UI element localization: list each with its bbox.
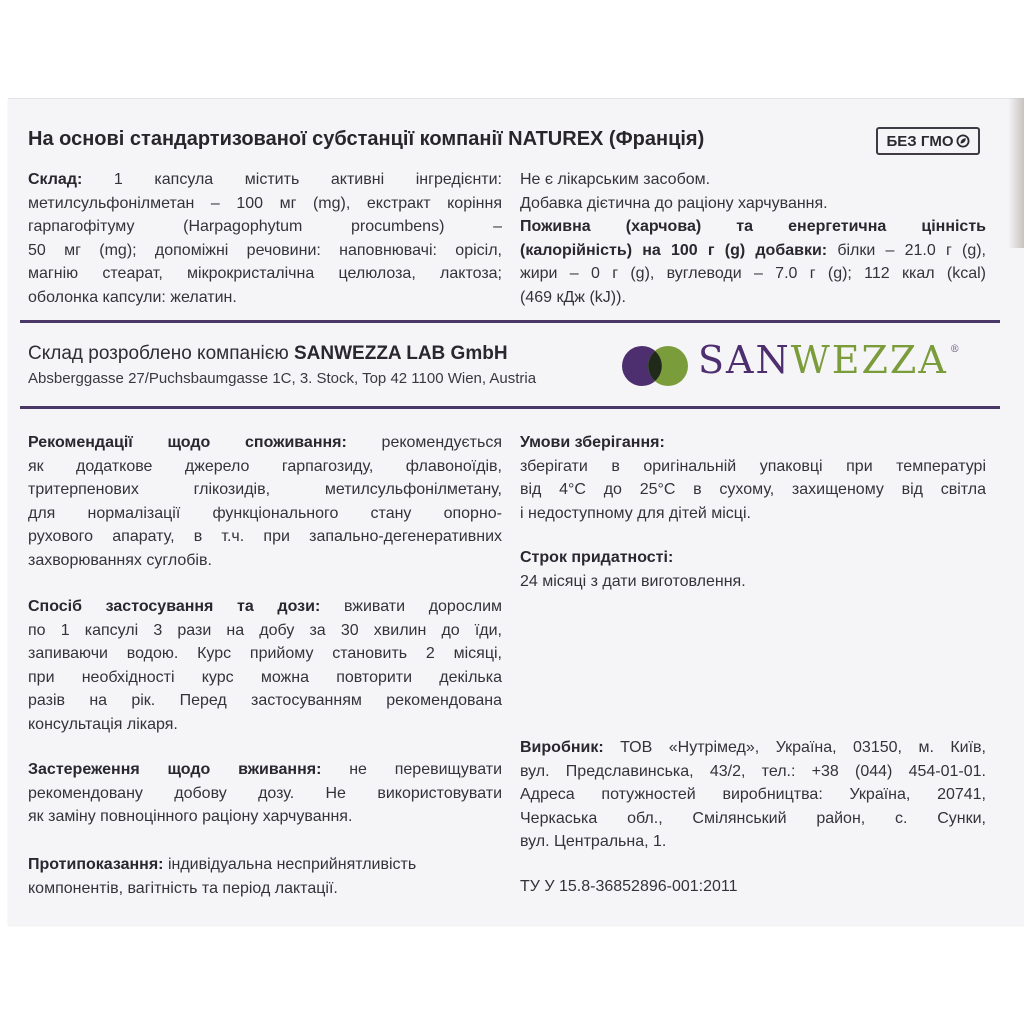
- spec-code: ТУ У 15.8-36852896-001:2011: [520, 878, 738, 895]
- manufacturer-line: Черкаська обл., Смілянський район, с. Сунки,: [520, 809, 986, 827]
- composition-line: метилсульфонілметан – 100 мг (mg), екстракт коріння: [28, 194, 502, 212]
- manufacturer-line: вул. Предславинська, 43/2, тел.: +38 (044) 454-01-01.: [520, 762, 986, 780]
- recommendations-line: Рекомендації щодо споживання: рекомендується: [28, 434, 502, 451]
- nutrition-label: Поживна (харчова) та енергетична цінність: [520, 218, 986, 235]
- developer-address: Absberggasse 27/Puchsbaumgasse 1C, 3. Stock, Top 42 1100 Wien, Austria: [28, 370, 537, 387]
- composition-line: Склад: 1 капсула містить активні інгредієнти:: [28, 171, 502, 188]
- gmo-free-badge: [876, 127, 980, 155]
- storage-block: [520, 431, 986, 525]
- divider-top: [20, 320, 1000, 323]
- shelf-life-block: [520, 546, 986, 593]
- warning-block: [28, 758, 502, 829]
- not-a-drug-note: Не є лікарським засобом.: [520, 171, 711, 188]
- sanwezza-logo-icon: [620, 344, 698, 388]
- usage-line: консультація лікаря.: [28, 715, 178, 733]
- manufacturer-line: вул. Центральна, 1.: [520, 833, 667, 850]
- shelf-life-text: 24 місяці з дати виготовлення.: [520, 572, 746, 590]
- composition-line: гарпагофітуму (Harpagophytum procumbens) –: [28, 218, 502, 235]
- box-edge-shadow: [1008, 98, 1024, 248]
- contraindications-line: Протипоказання: індивідуальна несприйнятливість: [28, 856, 417, 873]
- supplement-note: Добавка дієтична до раціону харчування.: [520, 194, 828, 212]
- sanwezza-logo: SANWEZZA ®: [698, 338, 962, 382]
- usage-block: [28, 595, 502, 736]
- storage-line: від 4°С до 25°С в сухому, захищеному від світла: [520, 481, 986, 498]
- manufacturer-block: [520, 736, 986, 854]
- composition-line: магнію стеарат, мікрокристалічна целюлоза, лактоза;: [28, 265, 502, 282]
- nutrition-block: [520, 168, 986, 309]
- nutrition-line: жири – 0 г (g), вуглеводи – 7.0 г (g); 112 ккал (kcal): [520, 265, 986, 282]
- usage-line: запиваючи водою. Курс прийому становить 2 місяці,: [28, 645, 502, 662]
- recommendations-line: захворюваннях суглобів.: [28, 551, 212, 569]
- storage-line: і недоступному для дітей місці.: [520, 504, 751, 522]
- recommendations-line: тритерпенових глікозидів, метилсульфонілметану,: [28, 481, 502, 498]
- composition-line: 50 мг (mg); допоміжні речовини: наповнювачі: орісіл,: [28, 241, 502, 259]
- shelf-life-label: Строк придатності:: [520, 549, 674, 566]
- recommendations-line: як додаткове джерело гарпагозиду, флавоноїдів,: [28, 457, 502, 475]
- warning-line: Застереження щодо вживання: не перевищувати: [28, 761, 502, 778]
- gmo-free-badge-label: БЕЗ ГМО: [886, 132, 954, 150]
- manufacturer-label: Виробник:: [520, 739, 604, 756]
- composition-line: оболонка капсули: желатин.: [28, 288, 237, 306]
- contraindications-label: Протипоказання:: [28, 856, 164, 873]
- usage-label: Спосіб застосування та дози:: [28, 598, 321, 615]
- leaf-icon: [956, 134, 970, 148]
- nutrition-line: (469 кДж (kJ)).: [520, 288, 626, 306]
- manufacturer-line: Виробник: ТОВ «Нутрімед», Україна, 03150, м. Київ,: [520, 739, 986, 756]
- composition-label: Склад:: [28, 171, 83, 188]
- nutrition-line: (калорійність) на 100 г (g) добавки: білки – 21.0 г (g),: [520, 241, 986, 259]
- storage-line: зберігати в оригінальній упаковці при температурі: [520, 457, 986, 475]
- recommendations-line: для нормалізації функціонального стану опорно-: [28, 504, 502, 522]
- developer-line: Склад розроблено компанією SANWEZZA LAB GmbH: [28, 343, 508, 364]
- usage-line: Спосіб застосування та дози: вживати дорослим: [28, 598, 503, 615]
- recommendations-label: Рекомендації щодо споживання:: [28, 434, 347, 451]
- warning-label: Застереження щодо вживання:: [28, 761, 322, 778]
- warning-line: як заміну повноцінного раціону харчування.: [28, 808, 353, 825]
- manufacturer-line: Адреса потужностей виробництва: Україна, 20741,: [520, 786, 986, 803]
- divider-bottom: [20, 406, 1000, 409]
- composition-block: [28, 168, 502, 309]
- developer-company: SANWEZZA LAB GmbH: [294, 343, 508, 364]
- usage-line: по 1 капсулі 3 рази на добу за 30 хвилин до їди,: [28, 621, 502, 639]
- contraindications-block: [28, 853, 502, 900]
- usage-line: при необхідності курс можна повторити декілька: [28, 668, 502, 686]
- contraindications-line: компонентів, вагітність та період лактації.: [28, 879, 338, 897]
- warning-line: рекомендовану добову дозу. Не використовувати: [28, 784, 502, 802]
- recommendations-line: рухового апарату, в т.ч. при запально-дегенеративних: [28, 528, 502, 545]
- page-title: На основі стандартизованої субстанції компанії NATUREX (Франція): [28, 128, 705, 150]
- storage-label: Умови зберігання:: [520, 434, 665, 451]
- recommendations-block: [28, 431, 502, 572]
- usage-line: разів на рік. Перед застосуванням рекомендована: [28, 692, 502, 709]
